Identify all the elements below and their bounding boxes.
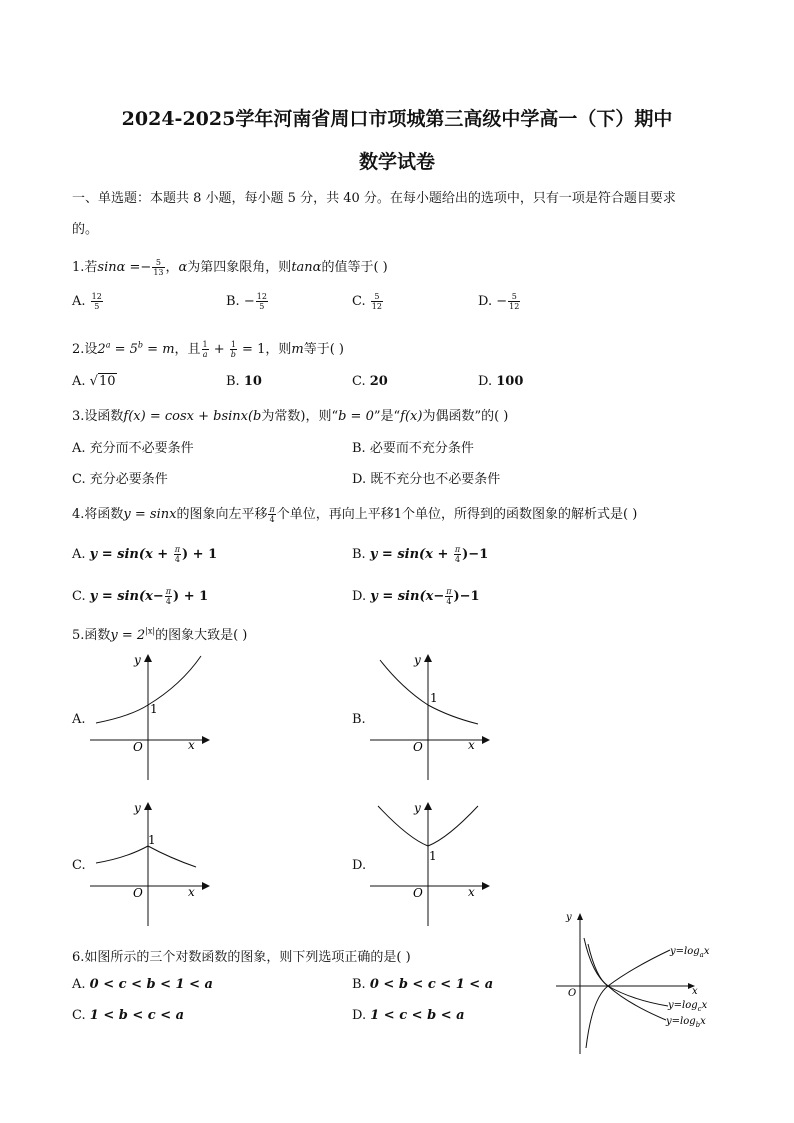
question-2: 2.设$2^a = 5^b = m$，且 $\frac{1}{a}$ + $\frac{1}{b}$ = 1，则m等于( ) [72,340,344,359]
q3-option-c[interactable]: C. 充分必要条件 [72,472,168,487]
q4-option-d[interactable]: D. y = sin(x− $\frac{\pi}{4}$ )−1 [352,587,480,606]
one-label: 1 [429,849,437,863]
q2-option-a[interactable]: A. √10 [72,374,116,389]
q6-option-d[interactable]: D. 1 < c < b < a [352,1008,465,1023]
q6-option-c[interactable]: C. 1 < b < c < a [72,1008,185,1023]
question-3: 3.设函数f(x) = cosx + bsinx(b为常数)，则“b = 0”是“f(x)为偶函数”的( ) [72,409,509,424]
q2-option-c[interactable]: C. 20 [352,374,388,389]
q6-log-graph [552,908,727,1058]
axis-y-label: y [134,653,141,667]
origin-label: O [413,740,423,754]
page-title: 2024-2025学年河南省周口市项城第三高级中学高一（下）期中 [121,108,673,130]
one-label: 1 [148,833,156,847]
question-4: 4.将函数y = sinx的图象向左平移 $\frac{\pi}{4}$ 个单位，再向上平移1个单位，所得到的函数图象的解析式是( ) [72,505,638,524]
q4-option-c[interactable]: C. y = sin(x− $\frac{\pi}{4}$ ) + 1 [72,587,209,606]
q1-option-a[interactable]: A. $\frac{12}{5}$ [72,292,102,311]
q5-graph-a [86,650,211,785]
q1-option-b[interactable]: B. − $\frac{12}{5}$ [226,292,267,311]
page-subtitle: 数学试卷 [358,151,435,173]
origin-label: O [568,988,577,999]
origin-label: O [413,886,423,900]
q3-option-b[interactable]: B. 必要而不充分条件 [352,441,474,456]
axis-y-label: y [134,801,141,815]
question-6: 6.如图所示的三个对数函数的图象，则下列选项正确的是( ) [72,950,411,965]
q5-graph-d [366,798,491,933]
axis-y-label: y [414,801,421,815]
q5-option-c[interactable]: C. [72,858,86,873]
q3-option-d[interactable]: D. 既不充分也不必要条件 [352,472,501,487]
curve-label-b: $y=\log_bx$ [666,1016,706,1029]
section-instruction: 一、单选题：本题共 8 小题，每小题 5 分，共 40 分。在每小题给出的选项中，只有一项是符合题目要求 [72,191,676,206]
q5-option-a[interactable]: A. [72,712,86,727]
curve-label-c: $y=\log_cx$ [668,1000,708,1013]
q3-option-a[interactable]: A. 充分而不必要条件 [72,441,194,456]
q4-option-a[interactable]: A. y = sin(x + $\frac{\pi}{4}$ ) + 1 [72,545,218,564]
q5-option-b[interactable]: B. [352,712,366,727]
question-5: 5.函数$y = 2^{|x|}$的图象大致是( ) [72,626,248,643]
origin-label: O [133,886,143,900]
question-1: 1.若sinα =− $\frac{5}{13}$ ，α为第四象限角，则tanα的值等于( ) [72,258,388,277]
axis-x-label: x [188,885,195,899]
q2-option-b[interactable]: B. 10 [226,374,262,389]
q1-option-c[interactable]: C. $\frac{5}{12}$ [352,292,382,311]
one-label: 1 [150,702,158,716]
section-instruction-end: 的。 [72,222,99,237]
axis-x-label: x [692,986,698,997]
q4-option-b[interactable]: B. y = sin(x + $\frac{\pi}{4}$ )−1 [352,545,489,564]
axis-x-label: x [468,885,475,899]
q6-option-b[interactable]: B. 0 < b < c < 1 < a [352,977,494,992]
q2-option-d[interactable]: D. 100 [478,374,524,389]
axis-y-label: y [566,912,572,923]
q5-graph-c [86,798,211,933]
q5-option-d[interactable]: D. [352,858,367,873]
one-label: 1 [430,691,438,705]
axis-x-label: x [188,738,195,752]
curve-label-a: $y=\log_ax$ [670,946,710,959]
origin-label: O [133,740,143,754]
q6-option-a[interactable]: A. 0 < c < b < 1 < a [72,977,213,992]
axis-x-label: x [468,738,475,752]
q5-graph-b [366,650,491,785]
axis-y-label: y [414,653,421,667]
q1-option-d[interactable]: D. − $\frac{5}{12}$ [478,292,520,311]
